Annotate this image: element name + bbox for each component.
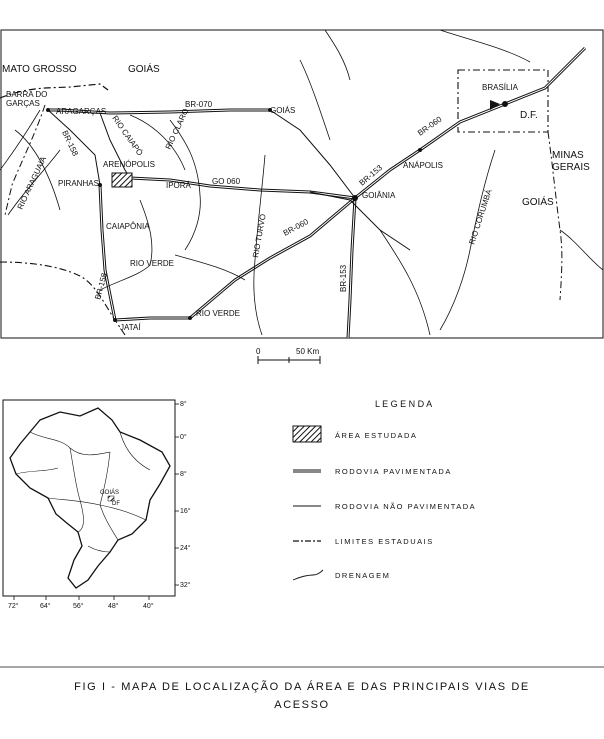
legend-item-label: DRENAGEM (335, 571, 391, 580)
label-brasilia: BRASÍLIA (482, 83, 519, 92)
label-rio-verde-city: RIO VERDE (196, 309, 241, 318)
label-goias-nw: GOIÁS (128, 64, 160, 75)
scale-fifty: 50 Km (296, 347, 320, 356)
inset-label-goias: GOIÁS (100, 490, 120, 496)
label-goias-east: GOIÁS (522, 197, 554, 208)
label-br070: BR-070 (185, 100, 213, 109)
label-goiania: GOIÂNIA (362, 191, 396, 200)
label-br158a: BR-158 (60, 129, 80, 158)
drainage-line-icon (293, 570, 323, 580)
inset-lon-label: 40° (143, 603, 154, 610)
label-br153b: BR-153 (339, 264, 348, 292)
label-minas-2: GERAIS (552, 162, 590, 173)
inset-lon-label: 48° (108, 603, 119, 610)
label-df: D.F. (520, 110, 538, 121)
inset-lat-label: 8° (180, 471, 187, 478)
label-br060a: BR-060 (281, 217, 310, 238)
label-aragarcas: ARAGARÇAS (56, 107, 107, 116)
label-caiaponia: CAIAPÔNIA (106, 222, 150, 231)
scale-zero: 0 (256, 347, 261, 356)
label-rio-corumba: RIO CORUMBÁ (467, 188, 494, 246)
label-goias-town: GOIÁS (270, 106, 296, 115)
legend (293, 399, 476, 580)
label-go060: GO 060 (212, 177, 241, 186)
figure-caption-line2: ACESSO (274, 699, 330, 711)
label-anapolis: ANÁPOLIS (403, 161, 444, 170)
scale-bar (256, 347, 320, 364)
label-mato-grosso: MATO GROSSO (2, 64, 77, 75)
label-rio-turvo: RIO TURVO (251, 213, 268, 259)
inset-lat-label: 0° (180, 434, 187, 441)
label-br060b: BR-060 (415, 114, 444, 138)
label-arenopolis: ARENÓPOLIS (103, 160, 156, 169)
legend-item-label: ÁREA ESTUDADA (335, 431, 418, 440)
inset-label-df: DF (112, 501, 120, 507)
label-barra-do-garcas-1: BARRA DO (6, 90, 48, 99)
main-map (0, 30, 603, 338)
inset-frame (3, 400, 175, 596)
inset-lon-label: 72° (8, 603, 19, 610)
label-barra-do-garcas-2: GARÇAS (6, 99, 40, 108)
legend-title: L E G E N D A (375, 399, 433, 409)
label-rio-caiapo: RIO CAIAPÓ (110, 113, 145, 158)
label-rio-verde: RIO VERDE (130, 259, 175, 268)
brazil-outline (10, 408, 170, 588)
figure-caption-line1: FIG I - MAPA DE LOCALIZAÇÃO DA ÁREA E DAS PRINCIPAIS VIAS DE (74, 681, 530, 693)
inset-lat-label: 24° (180, 545, 191, 552)
label-rio-claro: RIO CLARO (163, 107, 191, 151)
inset-lat-label: 32° (180, 582, 191, 589)
label-piranhas: PIRANHAS (58, 179, 99, 188)
inset-lon-label: 64° (40, 603, 51, 610)
study-area-hatch (112, 173, 132, 187)
legend-item-label: RODOVIA NÃO PAVIMENTADA (335, 502, 477, 511)
label-jatai: JATAÍ (120, 323, 141, 332)
label-rio-araguaia: RIO ARAGUAIA (15, 155, 49, 211)
inset-lat-label: 8° (180, 401, 187, 408)
label-minas-1: MINAS (552, 150, 584, 161)
label-ipora: IPORÁ (166, 181, 191, 190)
label-br153a: BR-153 (357, 163, 385, 188)
city-markers (46, 101, 508, 322)
label-br158b: BR-158 (93, 271, 109, 301)
inset-lon-label: 56° (73, 603, 84, 610)
legend-item-label: RODOVIA PAVIMENTADA (335, 467, 452, 476)
inset-map (3, 400, 191, 610)
hatched-area-icon (293, 426, 321, 442)
state-limit-df (458, 70, 548, 132)
legend-item-label: LIMITES ESTADUAIS (335, 537, 434, 546)
inset-lat-label: 16° (180, 508, 191, 515)
